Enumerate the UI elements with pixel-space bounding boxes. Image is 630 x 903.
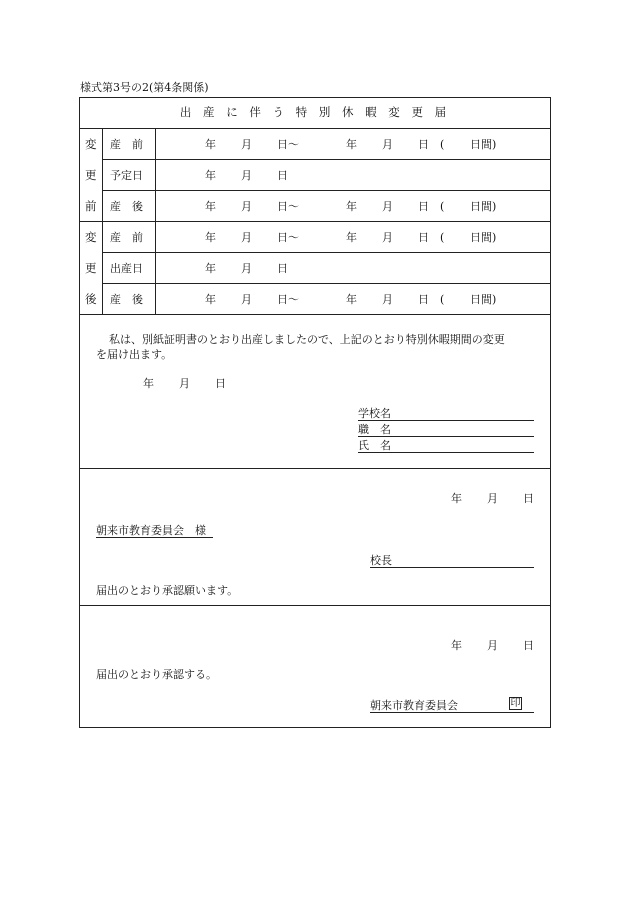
- date-to-day: 日: [418, 231, 429, 244]
- group-label-before: 変: [85, 137, 97, 151]
- date-to-month: 月: [382, 231, 393, 244]
- board-date-month: 月: [487, 639, 498, 652]
- date-from-day: 日〜: [277, 138, 299, 151]
- date-to-year: 年: [346, 200, 357, 213]
- date-to-month: 月: [382, 200, 393, 213]
- board-issuer: 朝来市教育委員会: [370, 699, 458, 712]
- group-label-before: 更: [85, 168, 97, 182]
- principal-date-year: 年: [451, 492, 462, 505]
- days-open-paren: (: [440, 293, 445, 306]
- statement-line-1: 私は、別紙証明書のとおり出産しましたので、上記のとおり特別休暇期間の変更: [109, 333, 505, 346]
- row-divider: [102, 190, 551, 191]
- board-issuer-line: [370, 712, 534, 713]
- principal-request-text: 届出のとおり承認願います。: [96, 584, 239, 597]
- addressee-underline: [96, 537, 213, 538]
- days-open-paren: (: [440, 231, 445, 244]
- date-from-day: 日〜: [277, 200, 299, 213]
- group-label-after: 変: [85, 230, 97, 244]
- principal-date-month: 月: [487, 492, 498, 505]
- days-label: 日間): [470, 293, 497, 306]
- days-label: 日間): [470, 200, 497, 213]
- date-to-day: 日: [418, 138, 429, 151]
- date-from-year: 年: [205, 138, 216, 151]
- days-open-paren: (: [440, 138, 445, 151]
- date-to-month: 月: [382, 138, 393, 151]
- form-frame: [79, 97, 551, 728]
- name-line: [358, 452, 534, 453]
- date-from-year: 年: [205, 200, 216, 213]
- date-from-day: 日〜: [277, 231, 299, 244]
- statement-date-day: 日: [215, 377, 226, 390]
- date-to-day: 日: [418, 200, 429, 213]
- row-label: 産 後: [110, 200, 143, 213]
- date-from-month: 月: [241, 231, 252, 244]
- statement-date-month: 月: [179, 377, 190, 390]
- post-line: [358, 436, 534, 437]
- date-from-year: 年: [205, 231, 216, 244]
- date-from-month: 月: [241, 200, 252, 213]
- days-label: 日間): [470, 231, 497, 244]
- statement-line-2: を届け出ます。: [96, 348, 173, 361]
- group-label-before: 前: [85, 199, 97, 213]
- board-date-day: 日: [523, 639, 534, 652]
- date-month: 月: [241, 169, 252, 182]
- date-from-day: 日〜: [277, 293, 299, 306]
- date-from-month: 月: [241, 138, 252, 151]
- row-divider: [102, 252, 551, 253]
- row-divider: [102, 283, 551, 284]
- principal-date-day: 日: [523, 492, 534, 505]
- addressee: 朝来市教育委員会 様: [96, 524, 206, 537]
- section-divider: [79, 468, 551, 469]
- section-divider: [79, 605, 551, 606]
- row-label: 産 前: [110, 138, 143, 151]
- date-day: 日: [277, 169, 288, 182]
- group-label-after: 更: [85, 261, 97, 275]
- row-label: 産 前: [110, 231, 143, 244]
- board-date-year: 年: [451, 639, 462, 652]
- group-divider: [79, 221, 551, 222]
- date-year: 年: [205, 262, 216, 275]
- row-divider: [102, 159, 551, 160]
- principal-signature-line: [370, 567, 534, 568]
- date-to-year: 年: [346, 138, 357, 151]
- row-label: 予定日: [110, 169, 143, 182]
- date-to-year: 年: [346, 293, 357, 306]
- row-label: 出産日: [110, 262, 143, 275]
- board-approval-text: 届出のとおり承認する。: [96, 668, 217, 681]
- date-from-year: 年: [205, 293, 216, 306]
- date-to-day: 日: [418, 293, 429, 306]
- name-label: 氏 名: [358, 439, 391, 452]
- form-title: 出 産 に 伴 う 特 別 休 暇 変 更 届: [179, 105, 451, 119]
- date-from-month: 月: [241, 293, 252, 306]
- school-name-line: [358, 420, 534, 421]
- principal-label: 校長: [370, 554, 392, 567]
- title-divider: [79, 128, 551, 129]
- post-label: 職 名: [358, 423, 391, 436]
- group-label-after: 後: [85, 292, 97, 306]
- row-label: 産 後: [110, 293, 143, 306]
- date-month: 月: [241, 262, 252, 275]
- group-column-divider: [102, 128, 103, 314]
- date-year: 年: [205, 169, 216, 182]
- date-to-year: 年: [346, 231, 357, 244]
- days-label: 日間): [470, 138, 497, 151]
- statement-date-year: 年: [143, 377, 154, 390]
- form-number-label: 様式第3号の2(第4条関係): [80, 81, 209, 94]
- date-to-month: 月: [382, 293, 393, 306]
- label-column-divider: [155, 128, 156, 314]
- seal-mark: 印: [510, 698, 521, 709]
- date-day: 日: [277, 262, 288, 275]
- school-name-label: 学校名: [358, 407, 391, 420]
- table-bottom-divider: [79, 314, 551, 315]
- days-open-paren: (: [440, 200, 445, 213]
